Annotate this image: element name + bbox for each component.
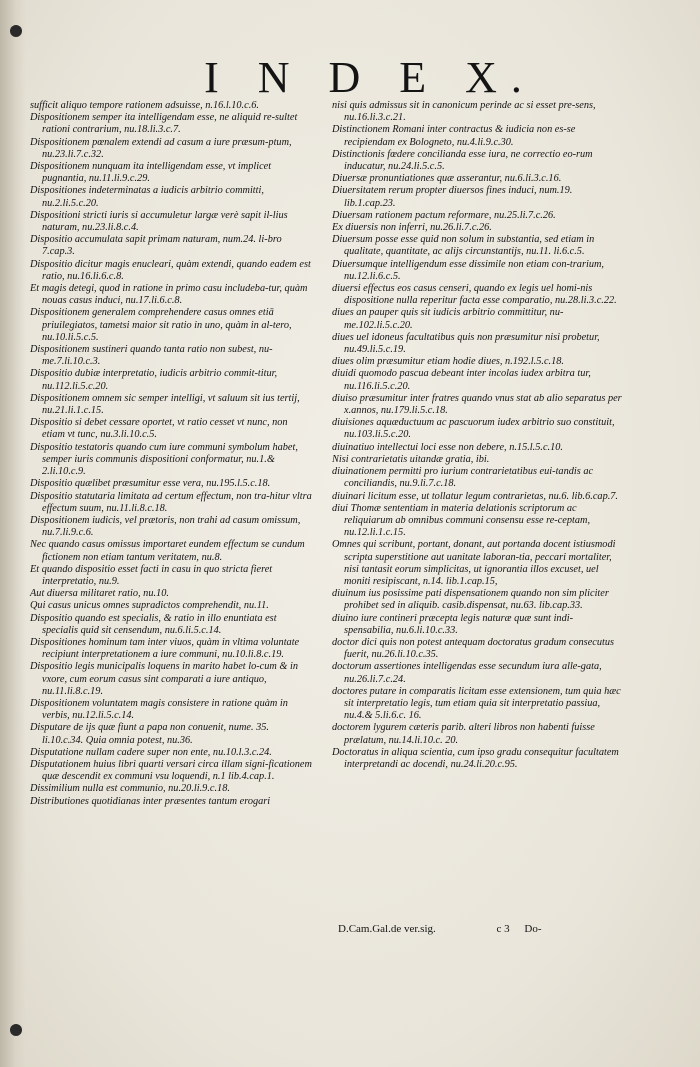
page-title: I N D E X. [204,53,536,102]
index-entry: Dispositio accumulata sapit primam naturam, num.24. li-bro 7.cap.3. [30,234,282,258]
index-entry: Dispositionem iudicis, vel prætoris, non trahi ad casum omissum, nu.7.li.9.c.6. [30,514,301,539]
index-entry: Et quando dispositio esset facti in casu in quo stricta fieret interpretatio, nu.9. [30,563,273,587]
catchword: Do- [524,923,542,935]
index-entry: Disputare de ijs quæ fiunt a papa non conuenit, nume. 35. li.10.c.34. Quia omnia potest, nu.36. [30,722,270,746]
index-entry: Dispositio legis municipalis loquens in marito habet lo-cum & in vxore, cum eorum casus sint comparati a iure antiquo, nu.11.li.8.c.19. [30,661,298,697]
index-entry: Dispositionem omnem sic semper intelligi, vt saluum sit ius tertij, nu.21.li.1.c.15. [30,392,300,417]
binding-hole-bottom [10,1024,22,1036]
index-entry: Dispositio quando est specialis, & ratio in illo enuntiata est specialis quid sit censendum, nu.6.li.5.c.14. [30,612,277,636]
index-entry: Diuersæ pronuntiationes quæ asserantur, nu.6.li.3.c.16. [332,173,562,185]
index-entry: doctor dici quis non potest antequam doctoratus gradum consecutus fuerit, nu.26.li.10.c.35. [332,636,614,661]
index-entry: Dispositionem semper ita intelligendam esse, ne aliquid re-sultet rationi contrarium, nu.18.li.3.c.7. [30,112,298,136]
index-entry: Nisi contrarietatis uitandæ gratia, ibi. [332,453,490,465]
index-entry: doctores putare in comparatis licitam esse extensionem, tum quia hæc sit interpretatio legis, tum etiam quia sit interpretatio passiua, nu.4.& 5.li.6.c. 16. [332,685,621,722]
index-entry: Dispositio si debet cessare oportet, vt ratio cesset vt nunc, non etiam vt tunc, nu.3.li.10.c.5. [30,417,288,441]
index-entry: Disputatione nullam cadere super non ente, nu.10.l.3.c.24. [30,746,272,758]
signature-mark: c 3 [496,923,510,935]
index-entry: diuinatiuo intellectui loci esse non debere, n.15.l.5.c.10. [332,441,563,453]
index-entry: Diuersam rationem pactum reformare, nu.25.li.7.c.26. [332,209,556,221]
index-entry: Dispositio statutaria limitata ad certum effectum, non tra-hitur vltra effectum suum, nu.11.li.8.c.18. [30,490,312,514]
binding-hole-top [10,25,22,37]
index-entry: Dispositionem voluntatem magis consistere in ratione quàm in verbis, nu.12.li.5.c.14. [30,697,288,722]
index-entry: Doctoratus in aliqua scientia, cum ipso gradu consequitur facultatem interpretandi ac docendi, nu.24.li.20.c.95. [332,746,619,770]
index-entry: diui Thomæ sententiam in materia delationis scriptorum ac reliquiarum ab omnibus communi consensu esse re-ceptam, nu.12.li.1.c.15. [332,502,591,539]
index-entry: Diuersum posse esse quid non solum in substantia, sed etiam in qualitate, quantitate, ac alijs circunstantijs, nu.11. li.6.c.5. [332,234,595,258]
index-entry: diuinari licitum esse, ut tollatur legum contrarietas, nu.6. lib.6.cap.7. [332,490,619,502]
index-entry: Dispositionem nunquam ita intelligendam esse, vt implicet pugnantia, nu.11.li.9.c.29. [30,161,272,185]
index-entry: diuidi quomodo pascua debeant inter incolas iudex arbitra tur, nu.116.li.5.c.20. [332,368,591,392]
index-entry: Dispositionem generalem comprehendere casus omnes etiā priuilegiatos, tametsi maior sit ratio in uno, quàm in al-tero, nu.10.li.5.c.5. [30,307,292,343]
index-entry: Diuersumque intelligendum esse dissimile non etiam con-trarium, nu.12.li.6.c.5. [332,258,604,282]
index-entry: Distributiones quotidianas inter præsentes tantum erogari [30,795,271,807]
index-entry: doctorum assertiones intelligendas esse secundum iura alle-gata, nu.26.li.7.c.24. [332,661,602,685]
index-entry: diues an pauper quis sit iudicis arbitrio committitur, nu-me.102.li.5.c.20. [332,307,564,331]
page-footer [338,923,638,935]
index-entry: Distinctionem Romani inter contractus & iudicia non es-se recipiendam ex Bologneto, nu.4.li.9.c.30. [332,124,576,148]
index-entry: Dispositio quælibet præsumitur esse vera, nu.195.l.5.c.18. [30,478,271,490]
index-entry: diues olim præsumitur etiam hodie diues, n.192.l.5.c.18. [332,356,564,368]
index-entry: Et magis detegi, quod in ratione in primo casu includeba-tur, quàm nouas casus induci, nu.17.li.6.c.8. [30,283,308,307]
index-column-left [30,100,312,808]
index-entry: Nec quando casus omissus importaret eundem effectum se cundum fictionem non etiam tantum veritatem, nu.8. [30,539,305,563]
index-entry: Dispositio testatoris quando cum iure communi symbolum habet, semper iuris communis dispositioni conformatur, nu.1.& 2.li.10.c.9. [30,441,298,478]
index-entry: Dispositionem sustineri quando tanta ratio non subest, nu-me.7.li.10.c.3. [30,344,273,368]
index-entry: Dispositioni stricti iuris si accumuletur largæ verè sapit il-lius naturam, nu.23.li.8.c.4. [30,209,288,234]
index-entry: nisi quis admissus sit in canonicum perinde ac si esset pre-sens, nu.16.li.3.c.21. [332,100,596,124]
running-footer-title: D.Cam.Gal.de ver.sig. [338,923,436,935]
index-entry: Dispositionem pœnalem extendi ad casum a iure præsum-ptum, nu.23.li.7.c.32. [30,136,292,160]
index-entry: diuisiones aquæductuum ac pascuorum iudex arbitrio suo constituit, nu.103.li.5.c.20. [332,417,615,441]
index-entry: Qui casus unicus omnes supradictos comprehendit, nu.11. [30,600,269,612]
index-column-right [332,100,622,771]
index-entry: Ex diuersis non inferri, nu.26.li.7.c.26. [332,222,492,234]
index-entry: sufficit aliquo tempore rationem adsuisse, n.16.l.10.c.6. [30,100,259,111]
index-entry: Dispositio dicitur magis enucleari, quàm extendi, quando eadem est ratio, nu.16.li.6.c.8. [30,258,311,282]
binding-shadow [0,0,26,1067]
index-entry: Omnes qui scribunt, portant, donant, aut portanda docent istiusmodi scripta superstitione aut uanitate laboran-tia, peccari mortaliter, nisi tantasit eorum simplicitas, ut ignorantia illos excuset, uel moniti resipiscant, n.14. lib.1.cap.15, [332,539,616,587]
index-entry: Dispositiones hominum tam inter viuos, quàm in vltima voluntate recipiunt interpretationem a iure communi, nu.10.li.8.c.19. [30,636,300,661]
index-entry: Disputationem huius libri quarti versari circa illam signi-ficationem quæ descendit ex communi vsu loquendi, n.1 lib.4.cap.1. [30,758,312,783]
index-entry: diuersi effectus eos casus censeri, quando ex legis uel homi-nis dispositione nulla reperitur facta esse comparatio, nu.28.li.3.c.22. [332,283,617,307]
index-entry: Dispositio dubiæ interpretatio, iudicis arbitrio commit-titur, nu.112.li.5.c.20. [30,368,278,392]
index-entry: Diuersitatem rerum propter diuersos fines induci, num.19. lib.1.cap.23. [332,185,573,209]
index-entry: Dissimilium nulla est communio, nu.20.li.9.c.18. [30,783,230,795]
index-entry: Distinctionis fœdere concilianda esse iura, ne correctio eo-rum inducatur, nu.24.li.5.c.5. [332,148,593,173]
index-entry: diuinationem permitti pro iurium contrarietatibus eui-tandis ac conciliandis, nu.9.li.7.c.18. [332,466,594,490]
index-entry: doctorem lygurem cæteris parib. alteri libros non habenti fuisse prælatum, nu.14.li.10.c. 20. [332,722,595,746]
index-entry: Aut diuersa militaret ratio, nu.10. [30,588,169,600]
index-entry: diues uel idoneus facultatibus quis non præsumitur nisi probetur, nu.49.li.5.c.19. [332,331,600,356]
index-entry: Dispositiones indeterminatas a iudicis arbitrio committi, nu.2.li.5.c.20. [30,185,264,209]
index-entry: diuiso præsumitur inter fratres quando vnus stat ab alio separatus per x.annos, nu.179.li.5.c.18. [332,392,622,417]
index-entry: diuinum ius posissime pati dispensationem quando non sim pliciter prohibet sed in aliquib. casib.dispensat, nu.63. lib.cap.33. [332,588,609,612]
index-entry: diuino iure contineri præcepta legis naturæ quæ sunt indi-spensabilia, nu.6.li.10.c.33. [332,612,574,636]
